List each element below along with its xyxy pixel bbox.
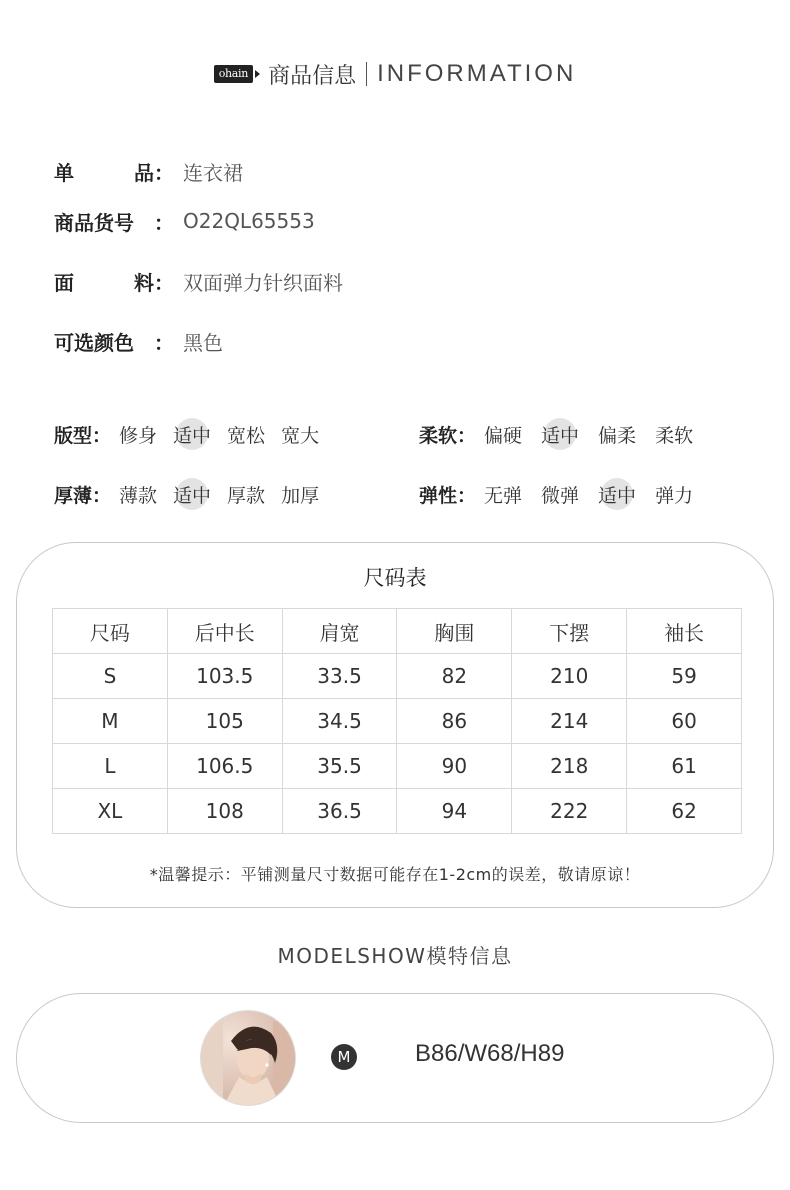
table-row [53, 699, 742, 744]
info-label: 可选颜色 [54, 330, 134, 355]
table-cell: XL [53, 789, 168, 834]
attr-option: 微弹 [541, 484, 580, 507]
model-section-title: MODELSHOW模特信息 [277, 944, 513, 968]
info-value: O22QL65553 [183, 209, 315, 233]
attr-option: 加厚 [281, 484, 320, 507]
attr-option: 偏柔 [598, 424, 637, 447]
table-row [53, 789, 742, 834]
info-label: 面 料 [54, 270, 154, 295]
attr-thickness: 厚薄： 薄款 适中 厚款 加厚 [54, 477, 335, 511]
table-row [53, 654, 742, 699]
table-cell: 106.5 [167, 744, 282, 789]
table-cell: 86 [397, 699, 512, 744]
info-value: 连衣裙 [183, 160, 243, 185]
table-cell: 36.5 [282, 789, 397, 834]
play-arrow-icon [255, 70, 260, 78]
size-chart-title: 尺码表 [363, 566, 427, 590]
table-cell: 218 [512, 744, 627, 789]
table-cell: 62 [627, 789, 742, 834]
info-row-sku: 商品货号 ： O22QL65553 [54, 206, 315, 236]
table-cell: 214 [512, 699, 627, 744]
table-cell: 35.5 [282, 744, 397, 789]
table-cell: 61 [627, 744, 742, 789]
table-header-row [53, 609, 742, 654]
model-avatar [200, 1010, 296, 1106]
attr-option: 厚款 [227, 484, 266, 507]
attr-option: 宽大 [281, 424, 320, 447]
attr-option-selected: 适中 [173, 421, 211, 448]
attr-option: 修身 [119, 424, 158, 447]
table-header-cell: 下摆 [512, 609, 627, 654]
info-value: 双面弹力针织面料 [183, 270, 343, 295]
table-cell: 34.5 [282, 699, 397, 744]
table-header-cell: 后中长 [167, 609, 282, 654]
attr-option: 无弹 [484, 484, 523, 507]
table-cell: M [53, 699, 168, 744]
model-size-badge: M [331, 1044, 357, 1070]
table-header-cell: 尺码 [53, 609, 168, 654]
attr-option: 薄款 [119, 484, 158, 507]
attr-option-selected: 适中 [173, 481, 211, 508]
model-card [16, 993, 774, 1123]
table-cell: L [53, 744, 168, 789]
table-cell: 222 [512, 789, 627, 834]
info-label: 商品货号 [54, 210, 134, 235]
table-cell: 108 [167, 789, 282, 834]
table-header-cell: 胸围 [397, 609, 512, 654]
table-cell: S [53, 654, 168, 699]
size-table [52, 608, 742, 834]
table-cell: 59 [627, 654, 742, 699]
table-cell: 33.5 [282, 654, 397, 699]
table-cell: 94 [397, 789, 512, 834]
table-cell: 105 [167, 699, 282, 744]
attr-elasticity: 弹性： 无弹 微弹 适中 弹力 [419, 477, 709, 511]
table-header-cell: 肩宽 [282, 609, 397, 654]
attr-option-selected: 适中 [541, 421, 579, 448]
info-value: 黑色 [183, 330, 223, 355]
header-title-en: INFORMATION [377, 60, 577, 87]
attr-option: 柔软 [655, 424, 694, 447]
brand-logo: ohain [214, 65, 253, 83]
info-row-color: 可选颜色 ： 黑色 [54, 326, 223, 356]
table-cell: 82 [397, 654, 512, 699]
attr-fit: 版型： 修身 适中 宽松 宽大 [54, 417, 335, 451]
attr-softness: 柔软： 偏硬 适中 偏柔 柔软 [419, 417, 709, 451]
table-cell: 60 [627, 699, 742, 744]
table-cell: 103.5 [167, 654, 282, 699]
table-cell: 210 [512, 654, 627, 699]
info-row-fabric: 面 料 ： 双面弹力针织面料 [54, 266, 343, 296]
table-row [53, 744, 742, 789]
attr-option: 偏硬 [484, 424, 523, 447]
table-cell: 90 [397, 744, 512, 789]
page-header [0, 56, 790, 92]
model-measurements: B86/W68/H89 [415, 1040, 565, 1067]
info-label: 单 品 [54, 160, 154, 185]
table-header-cell: 袖长 [627, 609, 742, 654]
measurement-tip: *温馨提示：平铺测量尺寸数据可能存在1-2cm的误差，敬请原谅！ [149, 865, 641, 884]
attr-option: 宽松 [227, 424, 266, 447]
info-row-item: 单 品 ： 连衣裙 [54, 156, 243, 186]
attr-option-selected: 适中 [598, 481, 636, 508]
attr-option: 弹力 [655, 484, 694, 507]
header-divider [366, 62, 367, 86]
header-title-cn: 商品信息 [268, 63, 357, 89]
model-photo-icon [201, 1011, 296, 1106]
